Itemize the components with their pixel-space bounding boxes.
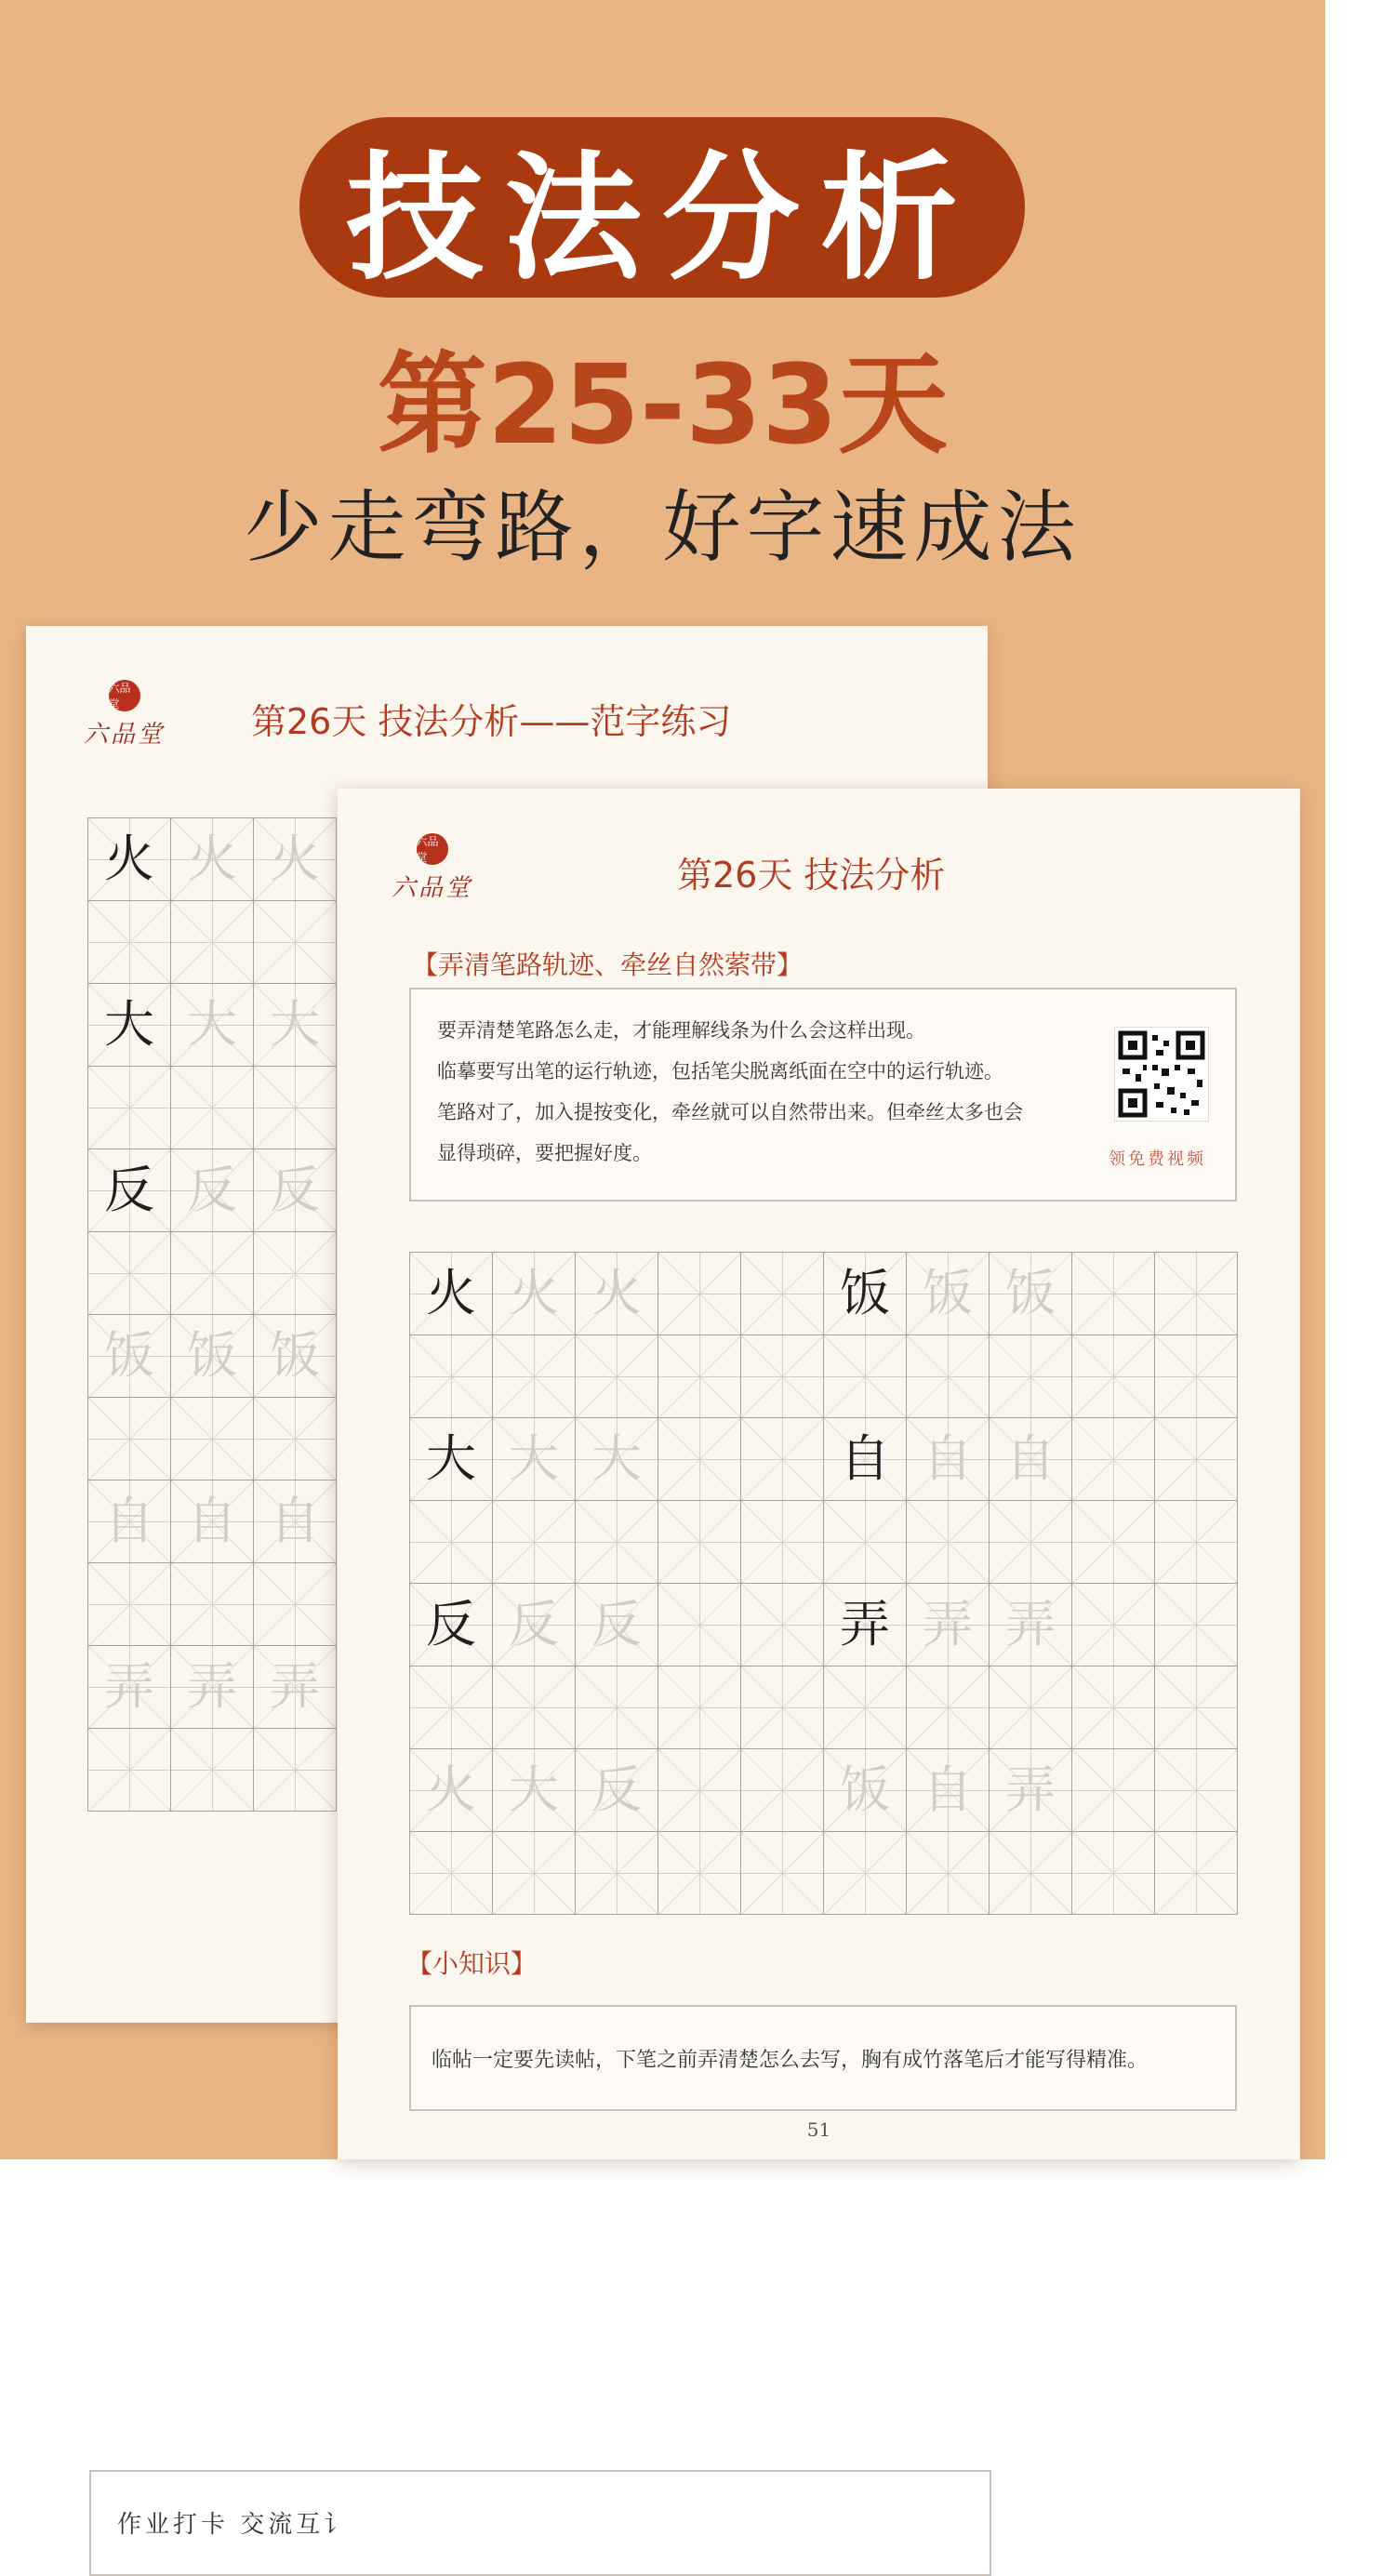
- practice-cell: 反: [410, 1584, 493, 1666]
- practice-cell: [1072, 1666, 1155, 1749]
- practice-cell: [171, 1232, 254, 1315]
- page-number: 51: [806, 2118, 831, 2141]
- practice-cell: [907, 1832, 990, 1915]
- info-line: 临摹要写出笔的运行轨迹，包括笔尖脱离纸面在空中的运行轨迹。: [437, 1060, 1003, 1082]
- practice-cell: 饭: [824, 1253, 907, 1335]
- practice-cell: [254, 1067, 337, 1149]
- grid-row: [88, 1481, 337, 1563]
- practice-cell: [1072, 1749, 1155, 1832]
- practice-cell: [658, 1749, 741, 1832]
- practice-cell: [1072, 1418, 1155, 1501]
- info-line: 要弄清楚笔路怎么走，才能理解线条为什么会这样出现。: [437, 1019, 925, 1042]
- practice-cell: 饭: [990, 1253, 1072, 1335]
- practice-cell: 饭: [824, 1749, 907, 1832]
- practice-cell: 自: [254, 1481, 337, 1563]
- practice-cell: 自: [171, 1481, 254, 1563]
- worksheet-front: [338, 789, 1300, 2159]
- practice-cell: [824, 1666, 907, 1749]
- practice-cell: [741, 1253, 824, 1335]
- practice-cell: 大: [410, 1418, 493, 1501]
- info-line: 显得琐碎，要把握好度。: [437, 1142, 652, 1164]
- grid-row: [88, 1149, 337, 1232]
- practice-cell: [410, 1501, 493, 1584]
- practice-cell: 饭: [907, 1253, 990, 1335]
- grid-row: [410, 1666, 1238, 1749]
- section-heading: 【弄清笔路轨迹、牵丝自然萦带】: [412, 949, 804, 980]
- practice-cell: [410, 1335, 493, 1418]
- practice-cell: [171, 1067, 254, 1149]
- grid-row: [410, 1335, 1238, 1418]
- practice-cell: [493, 1666, 576, 1749]
- info-line: 笔路对了，加入提按变化，牵丝就可以自然带出来。但牵丝太多也会: [437, 1101, 1023, 1123]
- practice-cell: 自: [88, 1481, 171, 1563]
- practice-cell: [1072, 1501, 1155, 1584]
- practice-cell: 大: [493, 1418, 576, 1501]
- practice-cell: [824, 1832, 907, 1915]
- brand-logo: [84, 680, 165, 750]
- practice-cell: [410, 1832, 493, 1915]
- practice-cell: [171, 901, 254, 984]
- practice-cell: 弄: [171, 1646, 254, 1729]
- practice-cell: [907, 1501, 990, 1584]
- practice-cell: 自: [907, 1418, 990, 1501]
- practice-cell: 弄: [907, 1584, 990, 1666]
- grid-row: [88, 1232, 337, 1315]
- grid-row: [410, 1501, 1238, 1584]
- practice-cell: 饭: [88, 1315, 171, 1398]
- practice-cell: 反: [493, 1584, 576, 1666]
- practice-cell: 大: [576, 1418, 658, 1501]
- hero-day-range: 第25-33天: [377, 340, 949, 469]
- practice-cell: [1072, 1335, 1155, 1418]
- practice-cell: [254, 901, 337, 984]
- practice-cell: [1155, 1335, 1238, 1418]
- practice-cell: [171, 1398, 254, 1481]
- practice-cell: [741, 1418, 824, 1501]
- grid-row: [88, 1067, 337, 1149]
- practice-cell: [254, 1398, 337, 1481]
- grid-row: [410, 1832, 1238, 1915]
- practice-cell: [576, 1335, 658, 1418]
- practice-cell: 火: [254, 818, 337, 901]
- practice-cell: 弄: [990, 1584, 1072, 1666]
- grid-row: [88, 1563, 337, 1646]
- practice-cell: [171, 1563, 254, 1646]
- practice-cell: [741, 1832, 824, 1915]
- practice-cell: [254, 1729, 337, 1812]
- grid-row: [88, 1398, 337, 1481]
- practice-cell: [88, 1232, 171, 1315]
- practice-cell: 火: [410, 1749, 493, 1832]
- grid-row: [88, 1729, 337, 1812]
- practice-cell: 火: [576, 1253, 658, 1335]
- qr-code-icon[interactable]: [1114, 1027, 1209, 1122]
- practice-cell: [741, 1666, 824, 1749]
- grid-row: [410, 1749, 1238, 1832]
- practice-cell: [1155, 1501, 1238, 1584]
- practice-cell: [88, 901, 171, 984]
- practice-cell: [1072, 1832, 1155, 1915]
- practice-cell: [1072, 1253, 1155, 1335]
- practice-cell: 火: [493, 1253, 576, 1335]
- practice-cell: 火: [410, 1253, 493, 1335]
- seal-icon: 六品堂: [417, 833, 448, 865]
- tips-text: 临帖一定要先读帖，下笔之前弄清楚怎么去写，胸有成竹落笔后才能写得精准。: [432, 2049, 1149, 2072]
- practice-cell: [576, 1501, 658, 1584]
- practice-cell: [493, 1335, 576, 1418]
- practice-cell: [741, 1335, 824, 1418]
- practice-cell: [1155, 1418, 1238, 1501]
- back-practice-grid: [87, 817, 337, 1812]
- practice-cell: 火: [171, 818, 254, 901]
- practice-cell: [493, 1501, 576, 1584]
- hero-title-pill: [299, 117, 1025, 298]
- seal-icon: 六品堂: [109, 680, 140, 711]
- back-sheet-title: 第26天 技法分析——范字练习: [251, 701, 732, 742]
- hero-title: 技法分析: [346, 139, 978, 299]
- practice-cell: 自: [824, 1418, 907, 1501]
- back-footer-text: 作业打卡 交流互讠: [117, 2511, 352, 2539]
- brand-logo-text: 六品堂: [392, 874, 473, 902]
- practice-cell: [990, 1832, 1072, 1915]
- front-practice-grid: [409, 1252, 1238, 1915]
- practice-cell: [741, 1749, 824, 1832]
- grid-row: [410, 1253, 1238, 1335]
- practice-cell: [88, 1729, 171, 1812]
- practice-cell: 大: [493, 1749, 576, 1832]
- tips-box: [409, 2005, 1237, 2111]
- brand-logo-text: 六品堂: [84, 721, 166, 749]
- practice-cell: 大: [171, 984, 254, 1067]
- practice-cell: [88, 1067, 171, 1149]
- practice-cell: 大: [88, 984, 171, 1067]
- practice-cell: [254, 1563, 337, 1646]
- qr-label: 领免费视频: [1109, 1149, 1206, 1169]
- practice-cell: 反: [576, 1584, 658, 1666]
- practice-cell: [1155, 1666, 1238, 1749]
- practice-cell: 自: [990, 1418, 1072, 1501]
- practice-cell: [1155, 1832, 1238, 1915]
- hero-tagline: 少走弯路，好字速成法: [244, 482, 1082, 573]
- practice-cell: 自: [907, 1749, 990, 1832]
- practice-cell: [1155, 1253, 1238, 1335]
- practice-cell: 大: [254, 984, 337, 1067]
- practice-cell: 饭: [171, 1315, 254, 1398]
- brand-logo: [392, 833, 472, 903]
- practice-cell: 弄: [824, 1584, 907, 1666]
- practice-cell: [1072, 1584, 1155, 1666]
- tips-heading: 【小知识】: [406, 1948, 538, 1979]
- grid-row: [410, 1418, 1238, 1501]
- practice-cell: [658, 1584, 741, 1666]
- practice-cell: [576, 1666, 658, 1749]
- practice-cell: [576, 1832, 658, 1915]
- practice-cell: [410, 1666, 493, 1749]
- practice-cell: [824, 1335, 907, 1418]
- practice-cell: [493, 1832, 576, 1915]
- front-sheet-title: 第26天 技法分析: [677, 855, 946, 896]
- practice-cell: [658, 1832, 741, 1915]
- practice-cell: [990, 1666, 1072, 1749]
- back-footer-box: [89, 2470, 991, 2576]
- grid-row: [88, 818, 337, 901]
- grid-row: [410, 1584, 1238, 1666]
- practice-cell: 弄: [88, 1646, 171, 1729]
- practice-cell: 反: [254, 1149, 337, 1232]
- practice-cell: [741, 1501, 824, 1584]
- practice-cell: [658, 1418, 741, 1501]
- practice-cell: [907, 1666, 990, 1749]
- practice-cell: [658, 1335, 741, 1418]
- practice-cell: [741, 1584, 824, 1666]
- practice-cell: [1155, 1584, 1238, 1666]
- practice-cell: 弄: [990, 1749, 1072, 1832]
- practice-cell: [990, 1335, 1072, 1418]
- technique-info-box: [409, 988, 1237, 1202]
- practice-cell: 弄: [254, 1646, 337, 1729]
- practice-cell: [88, 1563, 171, 1646]
- practice-cell: [254, 1232, 337, 1315]
- practice-cell: [990, 1501, 1072, 1584]
- practice-cell: [171, 1729, 254, 1812]
- practice-cell: 反: [88, 1149, 171, 1232]
- practice-cell: 反: [576, 1749, 658, 1832]
- grid-row: [88, 901, 337, 984]
- practice-cell: [88, 1398, 171, 1481]
- practice-cell: [907, 1335, 990, 1418]
- grid-row: [88, 1646, 337, 1729]
- grid-row: [88, 1315, 337, 1398]
- practice-cell: 反: [171, 1149, 254, 1232]
- practice-cell: [658, 1253, 741, 1335]
- grid-row: [88, 984, 337, 1067]
- practice-cell: [658, 1666, 741, 1749]
- practice-cell: [824, 1501, 907, 1584]
- practice-cell: [1155, 1749, 1238, 1832]
- practice-cell: 火: [88, 818, 171, 901]
- practice-cell: [658, 1501, 741, 1584]
- practice-cell: 饭: [254, 1315, 337, 1398]
